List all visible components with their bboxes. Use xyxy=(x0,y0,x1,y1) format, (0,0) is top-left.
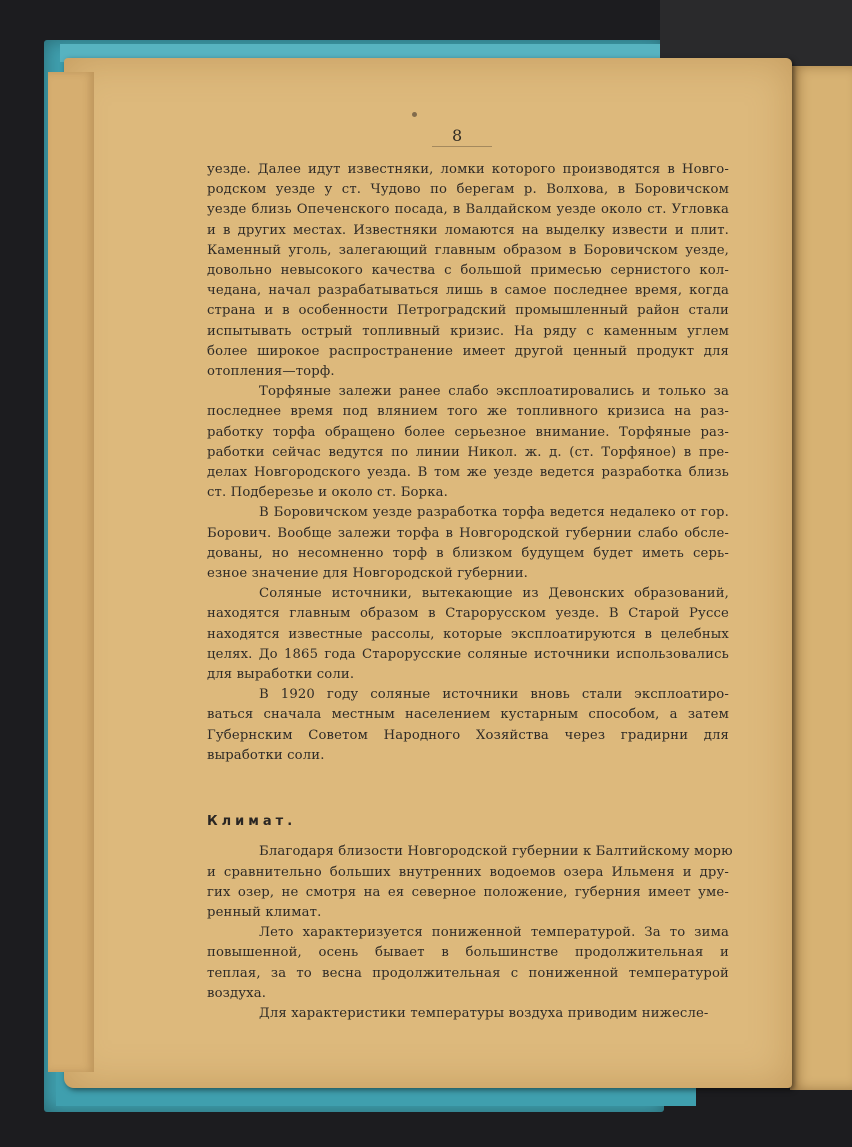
text-line: последнее время под влянием того же топливного кризиса на раз- xyxy=(207,404,729,420)
text-line: отопления—торф. xyxy=(207,364,335,380)
text-line: воздуха. xyxy=(207,985,267,1001)
text-line: выработки соли. xyxy=(207,747,325,763)
text-line: родском уезде у ст. Чудово по берегам р. Волхова, в Боровичском xyxy=(207,182,729,198)
text-line: повышенной, осень бывает в большинстве продолжительная и xyxy=(207,945,729,961)
text-line: В 1920 году соляные источники вновь стали эксплоатиро- xyxy=(259,687,729,703)
text-line: езное значение для Новгородской губернии. xyxy=(207,566,529,582)
facing-page-edge xyxy=(790,66,852,1090)
text-line: Благодаря близости Новгородской губернии к Балтийскому морю xyxy=(259,844,733,860)
text-line: работку торфа обращено более серьезное внимание. Торфяные раз- xyxy=(207,424,729,440)
text-line: Лето характеризуется пониженной температурой. За то зима xyxy=(259,925,729,941)
text-line: ст. Подберезье и около ст. Борка. xyxy=(207,485,448,501)
text-line: ренный климат. xyxy=(207,904,322,920)
text-line: и в других местах. Известняки ломаются на выделку извести и плит. xyxy=(207,222,729,238)
text-line: дованы, но несомненно торф в близком будущем будет иметь серь- xyxy=(207,545,729,561)
page-stack-edge xyxy=(48,72,94,1072)
page-body-text xyxy=(207,160,733,1024)
text-line: довольно невысокого качества с большой примесью сернистого кол- xyxy=(207,263,729,279)
text-line: Каменный уголь, залегающий главным образом в Боровичском уезде, xyxy=(207,242,729,258)
text-line: ваться сначала местным населением кустарным способом, а затем xyxy=(207,707,729,723)
text-line: более широкое распространение имеет другой ценный продукт для xyxy=(207,343,729,359)
text-line: находятся главным образом в Старорусском уезде. В Старой Руссе xyxy=(207,606,729,622)
text-line: уезде близь Опеченского посада, в Валдайском уезде около ст. Угловка xyxy=(207,202,729,218)
text-line: испытывать острый топливный кризис. На ряду с каменным углем xyxy=(207,323,729,339)
text-line: уезде. Далее идут известняки, ломки которого производятся в Новго- xyxy=(207,162,729,177)
text-line: чедана, начал разрабатываться лишь в самое последнее время, когда xyxy=(207,283,729,299)
text-line: делах Новгородского уезда. В том же уезде ведется разработка близь xyxy=(207,465,729,481)
text-line: теплая, за то весна продолжительная с пониженной температурой xyxy=(207,965,729,981)
section-spacer xyxy=(207,766,729,786)
page-number-rule xyxy=(432,146,492,147)
text-line: Торфяные залежи ранее слабо эксплоатировались и только за xyxy=(259,384,729,400)
text-line: страна и в особенности Петроградский промышленный район стали xyxy=(207,303,729,319)
paper-spot xyxy=(412,112,417,117)
text-line: В Боровичском уезде разработка торфа ведется недалеко от гор. xyxy=(259,505,729,521)
text-line: Для характеристики температуры воздуха приводим нижесле- xyxy=(259,1005,709,1021)
text-line: целях. До 1865 года Старорусские соляные источники использовались xyxy=(207,646,729,662)
text-line: для выработки соли. xyxy=(207,667,355,683)
text-line: Борович. Вообще залежи торфа в Новгородской губернии слабо обсле- xyxy=(207,525,729,541)
text-line: Соляные источники, вытекающие из Девонских образований, xyxy=(259,586,729,602)
text-line: Губернским Советом Народного Хозяйства через градирни для xyxy=(207,727,729,743)
text-line: находятся известные рассолы, которые эксплоатируются в целебных xyxy=(207,626,729,642)
text-line: и сравнительно больших внутренних водоемов озера Ильменя и дру- xyxy=(207,864,729,880)
section-heading: Климат. xyxy=(207,814,297,830)
page-number: 8 xyxy=(452,126,463,145)
text-line: работки сейчас ведутся по линии Никол. ж. д. (ст. Торфяное) в пре- xyxy=(207,444,729,460)
text-line: гих озер, не смотря на ея северное положение, губерния имеет уме- xyxy=(207,884,729,900)
